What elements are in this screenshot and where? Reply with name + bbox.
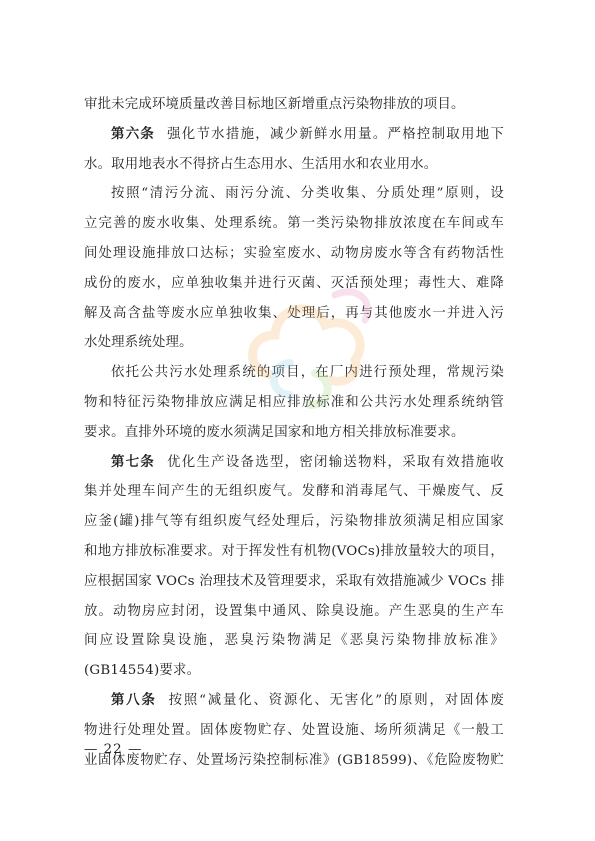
- text-line: [84, 209, 504, 239]
- line-text: 间处理设施排放口达标；实验室废水、动物房废水等含有药物活性: [84, 245, 504, 261]
- line-text: 应釜(罐)排气等有组织废气经处理后，污染物排放须满足相应国家: [84, 514, 504, 530]
- text-line: [84, 656, 504, 686]
- text-line: [84, 686, 504, 716]
- article-number: 第七条: [111, 453, 156, 470]
- line-text: 解及高含盐等废水应单独收集、处理后，再与其他废水一并进入污: [84, 305, 504, 321]
- line-text: 和地方排放标准要求。对于挥发性有机物(VOCs)排放量较大的项目，: [84, 543, 504, 559]
- line-text: 水。取用地表水不得挤占生态用水、生活用水和农业用水。: [84, 156, 438, 172]
- text-line: [84, 537, 504, 567]
- line-text: 审批未完成环境质量改善目标地区新增重点污染物排放的项目。: [84, 97, 465, 112]
- line-text: 按照“减量化、资源化、无害化”的原则，对固体废: [168, 692, 504, 708]
- line-text: 间应设置除臭设施，恶臭污染物满足《恶臭污染物排放标准》: [84, 633, 504, 649]
- line-text: 集并处理车间产生的无组织废气。发酵和消毒尾气、干燥废气、反: [84, 484, 504, 500]
- text-line: [84, 597, 504, 627]
- text-line: [84, 120, 504, 150]
- cloud-logo-watermark: [235, 255, 385, 425]
- text-line: [84, 448, 504, 478]
- text-line: [84, 90, 504, 120]
- text-line: [84, 179, 504, 209]
- line-text: 业固体废物贮存、处置场污染控制标准》(GB18599)、《危险废物贮: [84, 752, 504, 768]
- document-body: [84, 90, 504, 775]
- line-text: 按照“清污分流、雨污分流、分类收集、分质处理”原则，设: [111, 186, 504, 202]
- line-text: (GB14554)要求。: [84, 663, 201, 679]
- line-text: 优化生产设备选型，密闭输送物料，采取有效措施收: [167, 454, 504, 470]
- line-text: 依托公共污水处理系统的项目，在厂内进行预处理，常规污染: [111, 365, 504, 381]
- article-number: 第八条: [111, 691, 157, 708]
- text-line: [84, 626, 504, 656]
- line-text: 放。动物房应封闭，设置集中通风、除臭设施。产生恶臭的生产车: [84, 603, 504, 619]
- line-text: 要求。直排外环境的废水须满足国家和地方相关排放标准要求。: [84, 424, 465, 440]
- text-line: [84, 150, 504, 180]
- article-number: 第六条: [111, 125, 156, 142]
- page-number: — 22 —: [84, 742, 143, 757]
- line-text: 物进行处理处置。固体废物贮存、处置设施、场所须满足《一般工: [84, 722, 504, 738]
- line-text: 成份的废水，应单独收集并进行灭菌、灭活预处理；毒性大、难降: [84, 275, 504, 291]
- line-text: 立完善的废水收集、处理系统。第一类污染物排放浓度在车间或车: [84, 216, 504, 232]
- text-line: [84, 567, 504, 597]
- line-text: 应根据国家 VOCs 治理技术及管理要求，采取有效措施减少 VOCs 排: [84, 573, 505, 589]
- text-line: [84, 746, 504, 776]
- text-line: [84, 507, 504, 537]
- line-text: 物和特征污染物排放应满足相应排放标准和公共污水处理系统纳管: [84, 394, 504, 410]
- line-text: 强化节水措施，减少新鲜水用量。严格控制取用地下: [167, 126, 504, 142]
- text-line: [84, 477, 504, 507]
- text-line: [84, 716, 504, 746]
- line-text: 水处理系统处理。: [84, 335, 193, 351]
